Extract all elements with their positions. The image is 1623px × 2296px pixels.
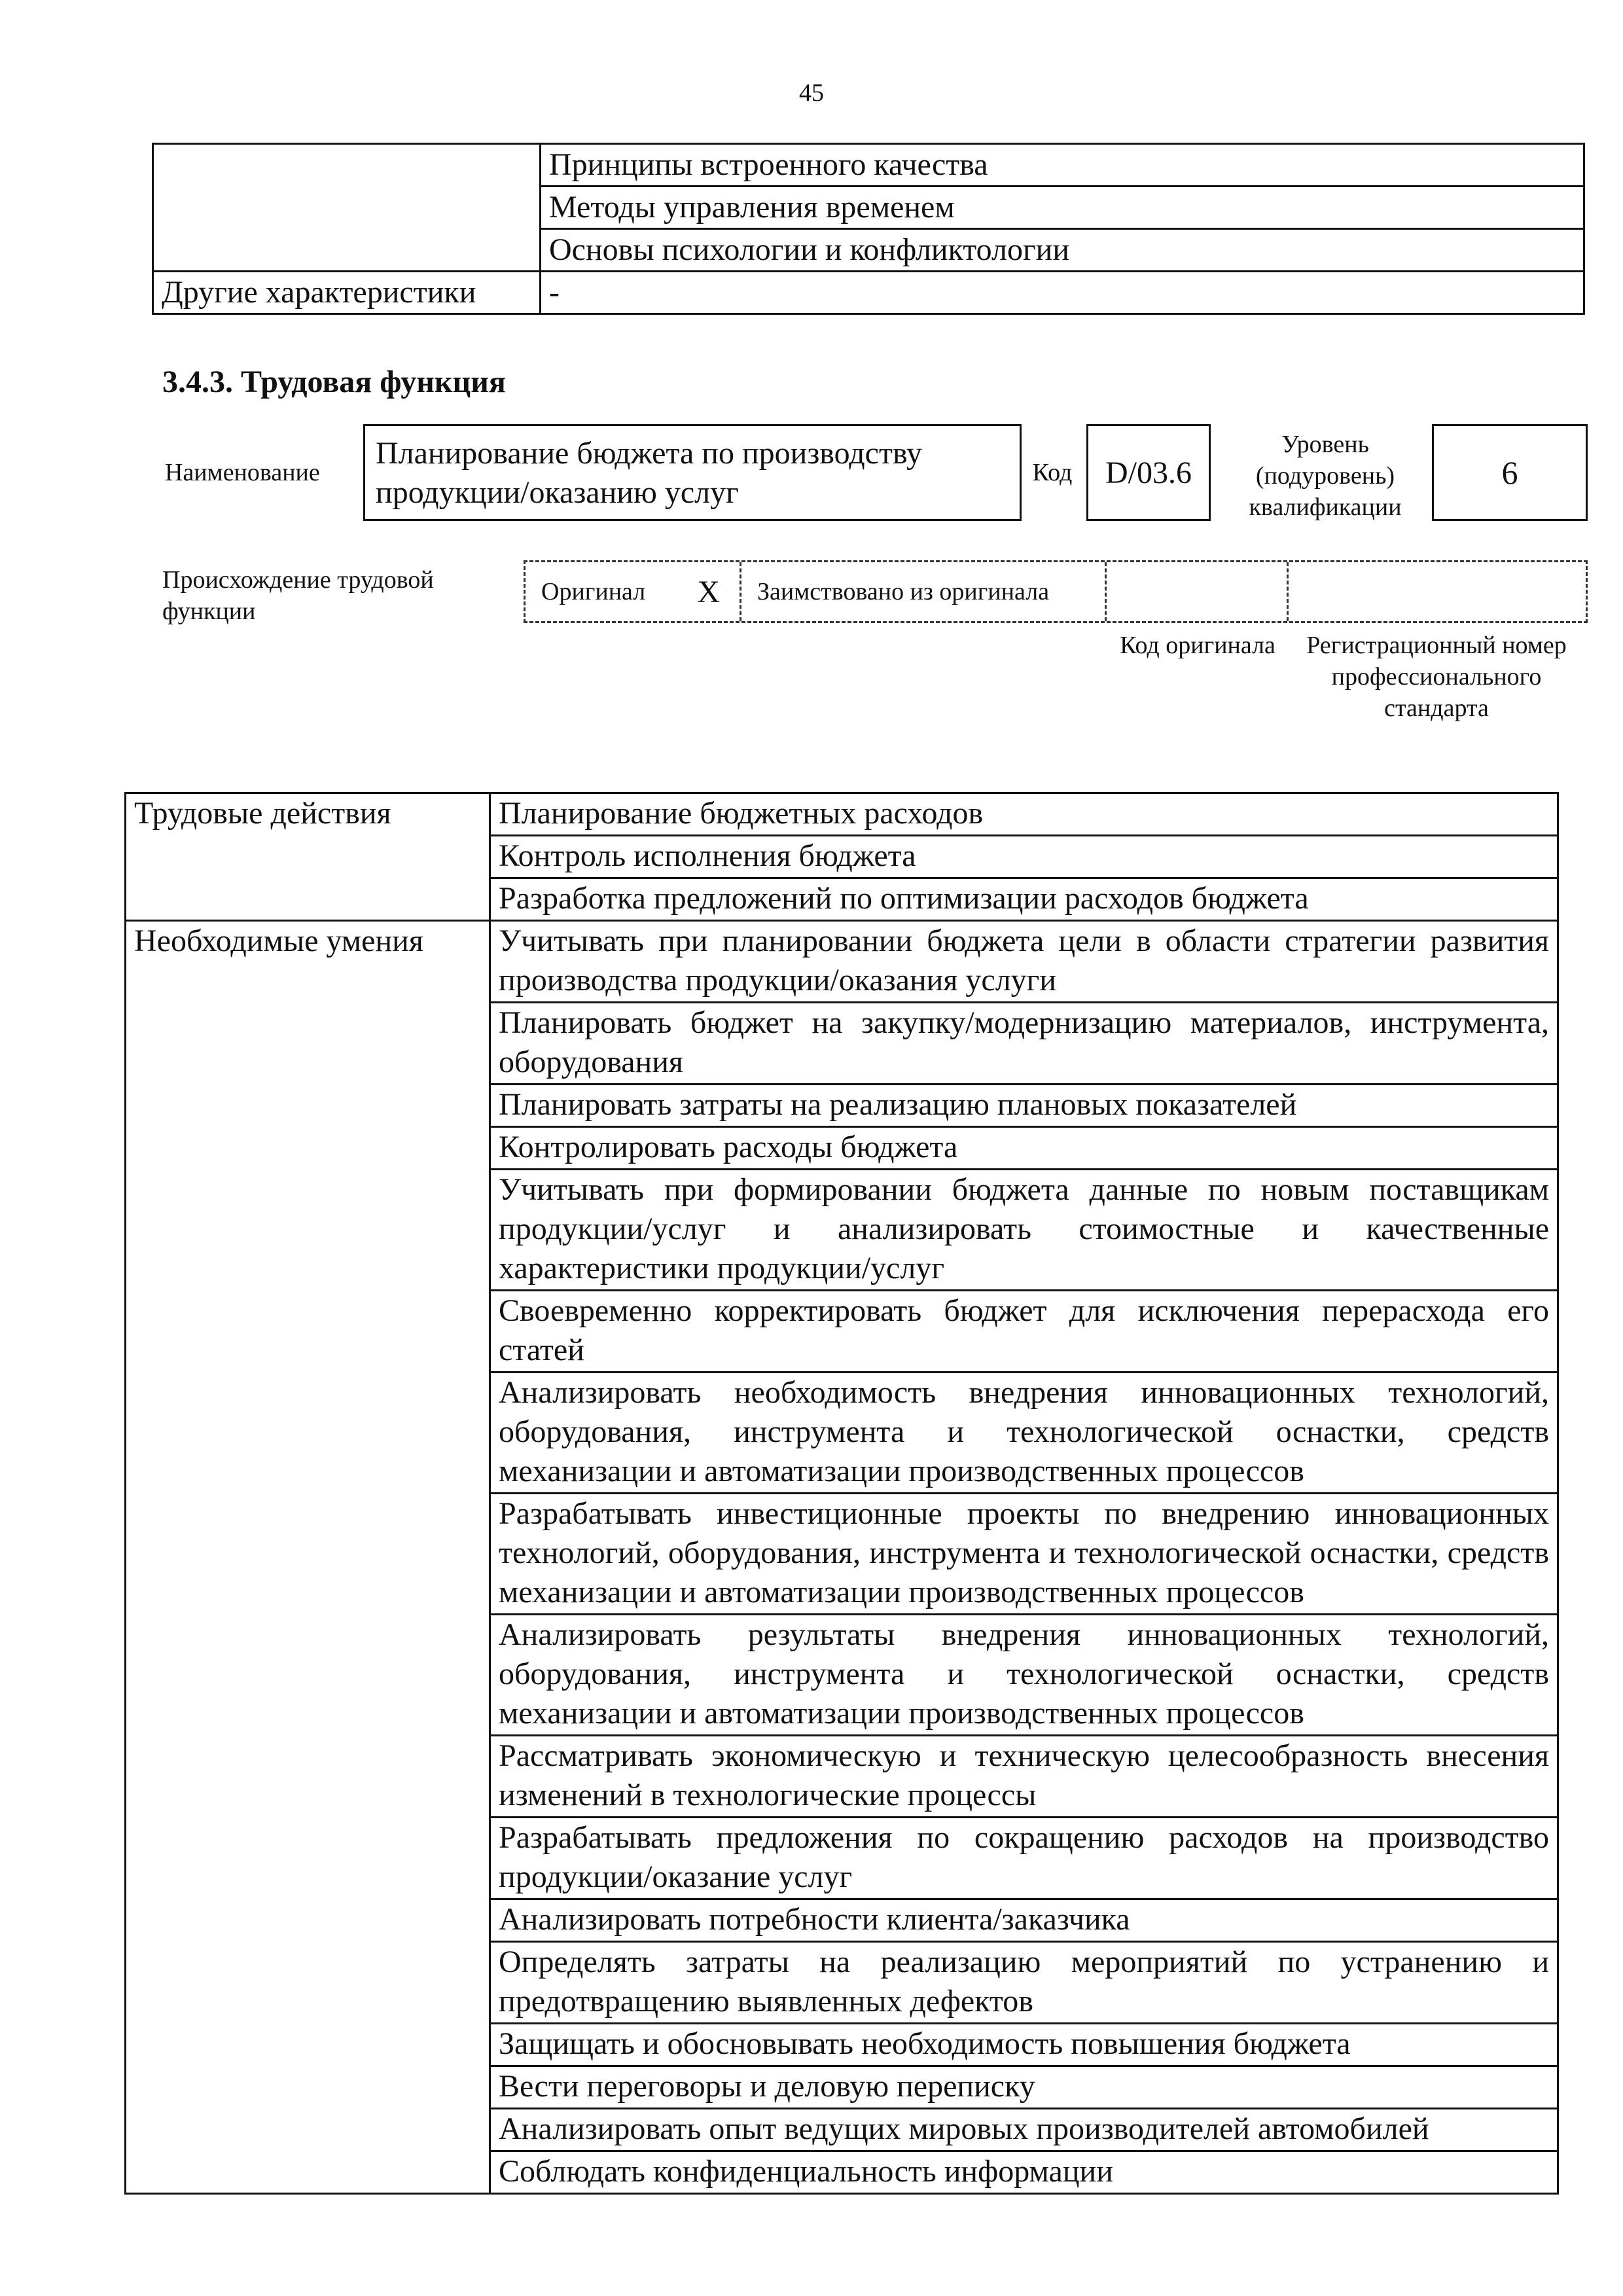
skill-item: Анализировать необходимость внедрения инновационных технологий, оборудования, инструмента и технологической оснастки, средств механизации и автоматизации производственных процессов xyxy=(490,1372,1558,1494)
skills-label: Необходимые умения xyxy=(126,921,490,2194)
table-row xyxy=(153,272,1584,314)
origin-borrowed-label: Заимствовано из оригинала xyxy=(757,578,1050,605)
table-row xyxy=(126,921,1558,1003)
origin-borrowed-cell xyxy=(741,562,1107,621)
origin-label: Происхождение трудовой функции xyxy=(162,566,434,625)
code-value: D/03.6 xyxy=(1105,455,1192,490)
skill-item: Соблюдать конфиденциальность информации xyxy=(490,2151,1558,2194)
skill-item: Анализировать опыт ведущих мировых производителей автомобилей xyxy=(490,2109,1558,2151)
code-box xyxy=(1086,424,1211,521)
continuation-table xyxy=(152,143,1585,315)
main-table xyxy=(124,792,1559,2195)
code-label: Код xyxy=(1032,459,1073,486)
skill-item: Учитывать при планировании бюджета цели в области стратегии развития производства продукции/оказания услуги xyxy=(490,921,1558,1003)
origin-code-cell xyxy=(1107,562,1289,621)
other-characteristics-label: Другие характеристики xyxy=(153,272,541,314)
skill-item: Контролировать расходы бюджета xyxy=(490,1127,1558,1170)
table-row xyxy=(126,793,1558,836)
skill-item: Рассматривать экономическую и техническую целесообразность внесения изменений в технологические процессы xyxy=(490,1736,1558,1818)
name-label: Наименование xyxy=(165,459,320,486)
labor-action-item: Планирование бюджетных расходов xyxy=(490,793,1558,836)
skill-item: Анализировать потребности клиента/заказчика xyxy=(490,1899,1558,1942)
table-row xyxy=(153,144,1584,187)
skill-item: Своевременно корректировать бюджет для исключения перерасхода его статей xyxy=(490,1291,1558,1372)
name-box xyxy=(363,424,1022,521)
code-original-caption: Код оригинала xyxy=(1120,632,1275,659)
table-cell: Основы психологии и конфликтологии xyxy=(541,229,1584,272)
skill-item: Планировать затраты на реализацию плановых показателей xyxy=(490,1085,1558,1127)
origin-reg-cell xyxy=(1289,562,1586,621)
skill-item: Разрабатывать предложения по сокращению расходов на производство продукции/оказание услуг xyxy=(490,1818,1558,1899)
skill-item: Определять затраты на реализацию мероприятий по устранению и предотвращению выявленных дефектов xyxy=(490,1942,1558,2024)
table-cell: Методы управления временем xyxy=(541,187,1584,229)
function-name: Планирование бюджета по производству продукции/оказанию услуг xyxy=(376,436,922,510)
level-value: 6 xyxy=(1501,454,1518,491)
skill-item: Защищать и обосновывать необходимость повышения бюджета xyxy=(490,2024,1558,2066)
labor-action-item: Контроль исполнения бюджета xyxy=(490,836,1558,878)
origin-mark: X xyxy=(697,574,720,609)
skill-item: Учитывать при формировании бюджета данные по новым поставщикам продукции/услуг и анализировать стоимостные и качественные характеристики продукции/услуг xyxy=(490,1170,1558,1291)
skill-item: Вести переговоры и деловую переписку xyxy=(490,2066,1558,2109)
table-cell: Принципы встроенного качества xyxy=(541,144,1584,187)
other-characteristics-value: - xyxy=(541,272,1584,314)
labor-action-item: Разработка предложений по оптимизации расходов бюджета xyxy=(490,878,1558,921)
skill-item: Анализировать результаты внедрения инновационных технологий, оборудования, инструмента и технологической оснастки, средств механизации и автоматизации производственных процессов xyxy=(490,1615,1558,1736)
empty-label-cell xyxy=(153,144,541,272)
origin-original-cell xyxy=(526,562,741,621)
skill-item: Планировать бюджет на закупку/модернизацию материалов, инструмента, оборудования xyxy=(490,1003,1558,1085)
section-heading: 3.4.3. Трудовая функция xyxy=(162,365,506,399)
skill-item: Разрабатывать инвестиционные проекты по внедрению инновационных технологий, оборудования, инструмента и технологической оснастки, средств механизации и автоматизации производственных процессов xyxy=(490,1494,1558,1615)
level-box xyxy=(1432,424,1588,521)
origin-row xyxy=(524,560,1588,623)
level-label: Уровень (подуровень) квалификации xyxy=(1249,431,1402,521)
reg-number-caption: Регистрационный номер профессионального стандарта xyxy=(1306,632,1567,722)
page-number: 45 xyxy=(799,79,824,107)
labor-actions-label: Трудовые действия xyxy=(126,793,490,921)
origin-original-label: Оригинал xyxy=(541,578,646,605)
